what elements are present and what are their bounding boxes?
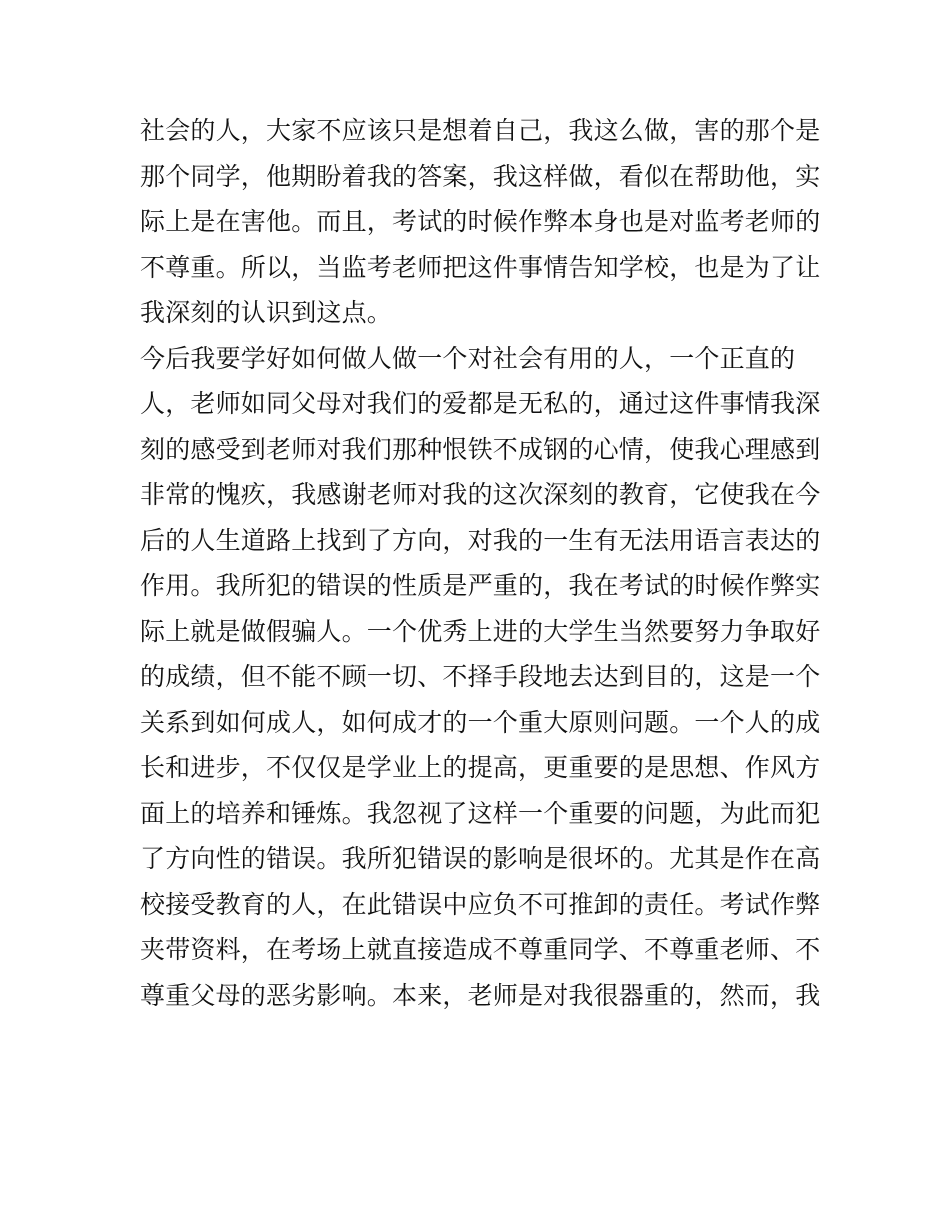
document-body (140, 108, 820, 1018)
paragraph-2 (140, 336, 820, 1019)
text-line: 的成绩，但不能不顾一切、不择手段地去达到目的，这是一个 (140, 662, 820, 691)
text-line: 社会的人，大家不应该只是想着自己，我这么做，害的那个是 (140, 116, 820, 145)
text-line: 我深刻的认识到这点。 (140, 298, 393, 327)
text-line: 人，老师如同父母对我们的爱都是无私的，通过这件事情我深 (140, 389, 820, 418)
text-line: 尊重父母的恶劣影响。本来，老师是对我很器重的，然而，我 (140, 980, 820, 1010)
text-line: 关系到如何成人，如何成才的一个重大原则问题。一个人的成 (140, 707, 820, 737)
text-line: 不尊重。所以，当监考老师把这件事情告知学校，也是为了让 (140, 252, 820, 282)
text-line: 作用。我所犯的错误的性质是严重的，我在考试的时候作弊实 (140, 571, 820, 600)
text-line: 那个同学，他期盼着我的答案，我这样做，看似在帮助他，实 (140, 161, 820, 191)
text-line: 际上就是做假骗人。一个优秀上进的大学生当然要努力争取好 (140, 616, 820, 646)
text-line: 今后我要学好如何做人做一个对社会有用的人，一个正直的 (140, 343, 796, 373)
text-line: 刻的感受到老师对我们那种恨铁不成钢的心情，使我心理感到 (140, 434, 820, 464)
paragraph-1 (140, 108, 820, 336)
text-line: 非常的愧疚，我感谢老师对我的这次深刻的教育，它使我在今 (140, 480, 820, 509)
text-line: 长和进步，不仅仅是学业上的提高，更重要的是思想、作风方 (140, 753, 820, 782)
text-line: 了方向性的错误。我所犯错误的影响是很坏的。尤其是作在高 (140, 844, 820, 873)
text-line: 面上的培养和锤炼。我忽视了这样一个重要的问题，为此而犯 (140, 798, 820, 828)
text-line: 夹带资料，在考场上就直接造成不尊重同学、不尊重老师、不 (140, 935, 820, 964)
text-line: 校接受教育的人，在此错误中应负不可推卸的责任。考试作弊 (140, 889, 820, 919)
text-line: 后的人生道路上找到了方向，对我的一生有无法用语言表达的 (140, 525, 820, 555)
text-line: 际上是在害他。而且，考试的时候作弊本身也是对监考老师的 (140, 207, 820, 236)
